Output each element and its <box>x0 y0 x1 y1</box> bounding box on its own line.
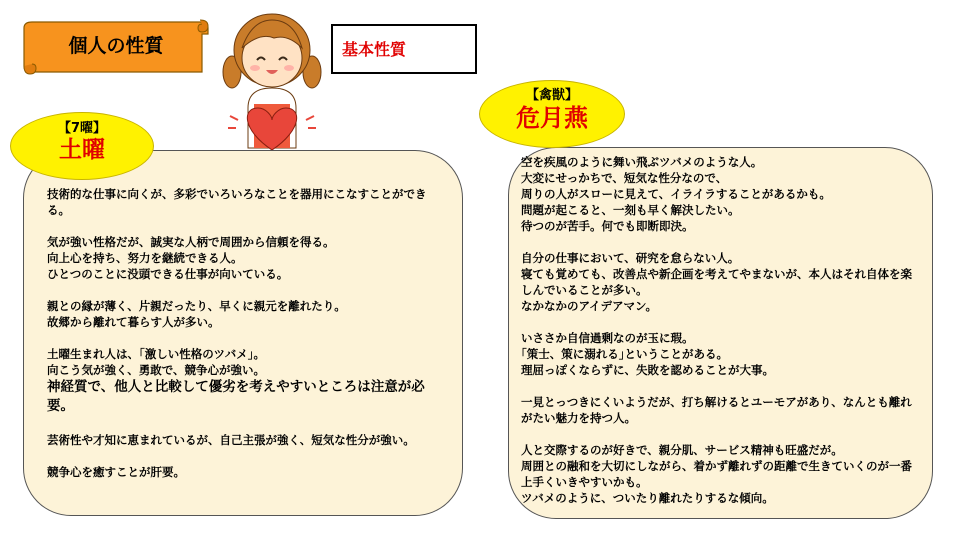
right-text-line: 寝ても覚めても、改善点や新企画を考えてやまないが、本人はそれ自体を楽しんでいることが多い。 <box>521 267 912 297</box>
right-text-line: なかなかのアイデアマン。 <box>521 299 658 313</box>
right-text-line: ｢策士、策に溺れる｣ということがある。 <box>521 347 728 361</box>
day-badge-small: 【7曜】 <box>57 121 107 136</box>
right-text-line: 自分の仕事において、研究を怠らない人。 <box>521 251 740 265</box>
left-text-line: 気が強い性格だが、誠実な人柄で周囲から信頼を得る。 <box>47 235 335 249</box>
day-badge-big: 土曜 <box>59 137 105 163</box>
left-text-emphasis: 神経質で、他人と比較して優劣を考えやすいところは注意が必要。 <box>47 379 425 414</box>
title-banner <box>22 16 208 74</box>
right-text-line: 人と交際するのが好きで、親分肌、サービス精神も旺盛だが。 <box>521 443 843 457</box>
right-description <box>521 154 913 506</box>
kihon-label: 基本性質 <box>342 40 407 59</box>
girl-holding-heart-icon <box>222 8 322 153</box>
right-text-line: 周囲との融和を大切にしながら、着かず離れずの距離で生きていくのが一番上手くいきやすいかも。 <box>521 459 912 489</box>
left-description <box>47 186 443 480</box>
right-text-line: 理屈っぽくならずに、失敗を認めることが大事。 <box>521 363 774 377</box>
left-text-line: 故郷から離れて暮らす人が多い。 <box>47 315 220 329</box>
bird-badge-small: 【禽獣】 <box>525 88 578 103</box>
left-text-line: 技術的な仕事に向くが、多彩でいろいろなことを器用にこなすことができる。 <box>47 187 427 217</box>
left-text-line: 芸術性や才知に恵まれているが、自己主張が強く、短気な性分が強い。 <box>47 433 415 447</box>
kihon-label-box <box>331 24 477 74</box>
right-text-line: 待つのが苦手。何でも即断即決。 <box>521 219 694 233</box>
left-text-line: 向上心を持ち、努力を継続できる人。 <box>47 251 243 265</box>
bird-badge <box>479 80 625 148</box>
left-text-line: 親との縁が薄く、片親だったり、早くに親元を離れたり。 <box>47 299 346 313</box>
bird-badge-big: 危月燕 <box>516 104 588 132</box>
right-text-line: 周りの人がスローに見えて、イライラすることがあるかも。 <box>521 187 831 201</box>
left-text-line: 向こう気が強く、勇敢で、競争心が強い。 <box>47 363 266 377</box>
left-text-line: 競争心を癒すことが肝要。 <box>47 465 185 479</box>
right-text-line: ツバメのように、ついたり離れたりするな傾向。 <box>521 491 774 505</box>
right-text-line: いささか自信過剰なのが玉に瑕。 <box>521 331 694 345</box>
banner-title: 個人の性質 <box>68 34 164 57</box>
right-text-line: 空を疾風のように舞い飛ぶツバメのような人。 <box>521 155 763 169</box>
left-text-line: ひとつのことに没頭できる仕事が向いている。 <box>47 267 289 281</box>
right-text-line: 大変にせっかちで、短気な性分なので、 <box>521 171 728 185</box>
right-text-line: 問題が起こると、一刻も早く解決したい。 <box>521 203 740 217</box>
left-text-line: 土曜生まれ人は、｢激しい性格のツバメ｣。 <box>47 347 266 361</box>
day-badge <box>10 112 154 180</box>
right-text-line: 一見とっつきにくいようだが、打ち解けるとユーモアがあり、なんとも離れがたい魅力を持つ人。 <box>521 395 912 425</box>
